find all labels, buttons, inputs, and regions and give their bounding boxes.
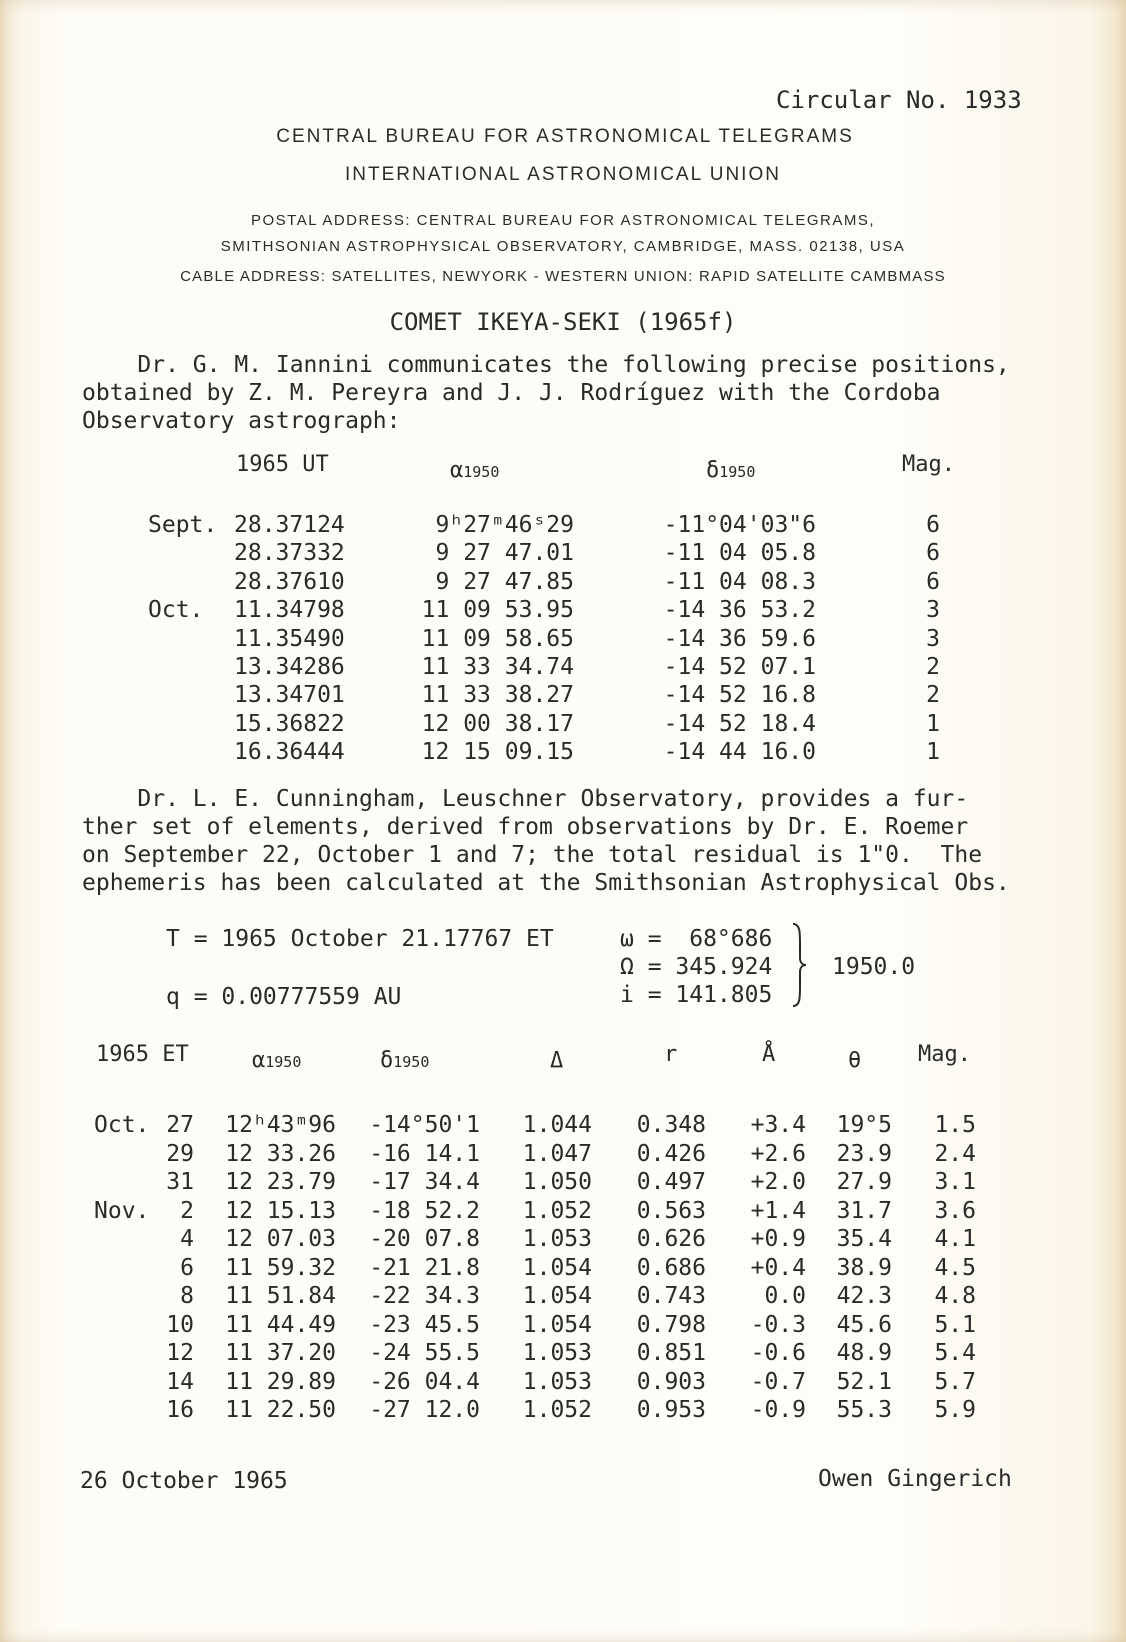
cell-delta-mag: +1.4 xyxy=(750,1197,806,1224)
cell-delta: 1.053 xyxy=(522,1226,592,1252)
cell-ra: 12ʰ43ᵐ96 xyxy=(225,1112,336,1138)
cell-mag: 3 xyxy=(926,597,940,624)
cell-delta: 1.047 xyxy=(522,1140,592,1167)
cell-dec: -14 44 16.0 xyxy=(663,739,816,766)
cell-theta: 19°5 xyxy=(836,1112,892,1138)
cell-r: 0.743 xyxy=(636,1283,706,1309)
header-theta: θ xyxy=(848,1048,862,1073)
cell-r: 0.851 xyxy=(636,1340,706,1366)
table-row xyxy=(0,512,1126,540)
table-row xyxy=(0,626,1126,654)
cable-address: CABLE ADDRESS: SATELLITES, NEWYORK - WESTERN UNION: RAPID SATELLITE CAMBMASS xyxy=(180,268,946,285)
cell-day: 12 xyxy=(166,1340,194,1366)
cell-delta: 1.053 xyxy=(522,1368,592,1395)
cell-mag: 3.6 xyxy=(934,1197,976,1224)
cell-date: 28.37124 xyxy=(234,512,345,538)
table-row xyxy=(0,739,1126,767)
footer-signature: Owen Gingerich xyxy=(818,1466,1012,1492)
cell-dec: -14 52 16.8 xyxy=(663,682,816,709)
cell-delta-mag: 0.0 xyxy=(764,1283,806,1309)
cell-delta-mag: -0.6 xyxy=(750,1340,806,1366)
table-row xyxy=(0,1312,1126,1340)
cell-mag: 5.4 xyxy=(934,1340,976,1366)
cell-dec: -24 55.5 xyxy=(369,1340,480,1366)
cell-theta: 45.6 xyxy=(836,1311,892,1338)
cell-theta: 38.9 xyxy=(836,1254,892,1281)
cell-dec: -27 12.0 xyxy=(369,1397,480,1423)
cell-ra: 11 09 58.65 xyxy=(421,625,574,652)
cell-ra: 11 51.84 xyxy=(225,1283,336,1309)
cell-mag: 1 xyxy=(926,739,940,766)
table-row xyxy=(0,1369,1126,1397)
header-mag: Mag. xyxy=(902,452,955,477)
table-row xyxy=(0,597,1126,625)
cell-date: 15.36822 xyxy=(234,710,345,737)
cell-mag: 4.5 xyxy=(934,1254,976,1281)
cell-ra: 9 27 47.85 xyxy=(435,568,574,595)
cell-mag: 2.4 xyxy=(934,1140,976,1167)
cell-date: 13.34701 xyxy=(234,682,345,709)
cell-mag: 6 xyxy=(926,512,940,538)
table-row xyxy=(0,1112,1126,1140)
cell-day: 27 xyxy=(166,1112,194,1138)
cell-ra: 12 07.03 xyxy=(225,1226,336,1252)
cell-delta: 1.052 xyxy=(522,1397,592,1423)
cell-theta: 48.9 xyxy=(836,1340,892,1366)
cell-ra: 11 59.32 xyxy=(225,1254,336,1281)
cell-mag: 6 xyxy=(926,568,940,595)
footer-date: 26 October 1965 xyxy=(80,1468,288,1494)
element-equinox: 1950.0 xyxy=(832,954,916,980)
cell-month: Oct. xyxy=(94,1112,150,1138)
cell-r: 0.426 xyxy=(636,1140,706,1167)
cell-ra: 12 23.79 xyxy=(225,1169,336,1195)
cell-day: 31 xyxy=(166,1169,194,1195)
cell-delta: 1.052 xyxy=(522,1197,592,1224)
cell-r: 0.953 xyxy=(636,1397,706,1423)
cell-dec: -22 34.3 xyxy=(369,1283,480,1309)
table-row xyxy=(0,1226,1126,1254)
header-ra: α1950 xyxy=(252,1048,302,1073)
table-row xyxy=(0,1198,1126,1226)
cell-delta: 1.050 xyxy=(522,1169,592,1195)
cell-dec: -20 07.8 xyxy=(369,1226,480,1252)
cell-delta: 1.054 xyxy=(522,1283,592,1309)
cell-day: 10 xyxy=(166,1311,194,1338)
table-row xyxy=(0,654,1126,682)
cell-mag: 4.1 xyxy=(934,1226,976,1252)
element-T: T = 1965 October 21.17767 ET xyxy=(166,926,554,952)
header-mag: Mag. xyxy=(918,1042,971,1067)
cell-dec: -14 52 07.1 xyxy=(663,654,816,680)
cell-r: 0.497 xyxy=(636,1169,706,1195)
para2-line: on September 22, October 1 and 7; the total residual is 1"0. The xyxy=(82,842,983,868)
cell-ra: 11 44.49 xyxy=(225,1311,336,1338)
cell-delta-mag: +2.0 xyxy=(750,1169,806,1195)
cell-mag: 5.9 xyxy=(934,1397,976,1423)
cell-ra: 12 00 38.17 xyxy=(421,710,574,737)
para2-line: ther set of elements, derived from observations by Dr. E. Roemer xyxy=(82,814,969,840)
cell-delta: 1.054 xyxy=(522,1254,592,1281)
cell-dec: -14 36 59.6 xyxy=(663,625,816,652)
cell-delta-mag: +0.4 xyxy=(750,1254,806,1281)
cell-theta: 55.3 xyxy=(836,1397,892,1423)
cell-date: 11.34798 xyxy=(234,597,345,624)
cell-date: 28.37332 xyxy=(234,540,345,567)
element-node: Ω = 345.924 xyxy=(620,954,773,980)
cell-ra: 12 33.26 xyxy=(225,1140,336,1167)
header-delta: Δ xyxy=(550,1048,564,1073)
comet-title: COMET IKEYA-SEKI (1965f) xyxy=(389,308,737,336)
cell-ra: 9ʰ27ᵐ46ˢ29 xyxy=(435,512,574,538)
circular-number: Circular No. 1933 xyxy=(776,86,1022,114)
table-row xyxy=(0,540,1126,568)
cell-mag: 3.1 xyxy=(934,1169,976,1195)
cell-mag: 4.8 xyxy=(934,1283,976,1309)
cell-month: Sept. xyxy=(148,512,218,538)
header-dec: δ1950 xyxy=(380,1048,430,1073)
table-row xyxy=(0,1141,1126,1169)
table-row xyxy=(0,711,1126,739)
cell-delta-mag: -0.7 xyxy=(750,1368,806,1395)
cell-theta: 31.7 xyxy=(836,1197,892,1224)
element-inclination: i = 141.805 xyxy=(620,982,773,1008)
postal-address-line1: POSTAL ADDRESS: CENTRAL BUREAU FOR ASTRONOMICAL TELEGRAMS, xyxy=(250,212,876,229)
para1-line: obtained by Z. M. Pereyra and J. J. Rodríguez with the Cordoba xyxy=(82,380,941,406)
cell-delta-mag: +3.4 xyxy=(750,1112,806,1138)
cell-ra: 11 09 53.95 xyxy=(421,597,574,624)
cell-ra: 12 15 09.15 xyxy=(421,739,574,766)
cell-r: 0.798 xyxy=(636,1311,706,1338)
cell-dec: -14 36 53.2 xyxy=(663,597,816,624)
cell-r: 0.626 xyxy=(636,1226,706,1252)
cell-date: 16.36444 xyxy=(234,739,345,766)
element-q: q = 0.00777559 AU xyxy=(166,984,402,1010)
cell-mag: 1.5 xyxy=(934,1112,976,1138)
ephemeris-header xyxy=(0,1042,1126,1073)
cell-dec: -18 52.2 xyxy=(369,1197,480,1224)
cell-r: 0.686 xyxy=(636,1254,706,1281)
table-row xyxy=(0,1169,1126,1197)
cell-dec: -21 21.8 xyxy=(369,1254,480,1281)
para1-line: Dr. G. M. Iannini communicates the following precise positions, xyxy=(82,352,1010,378)
postal-address-line2: SMITHSONIAN ASTROPHYSICAL OBSERVATORY, CAMBRIDGE, MASS. 02138, USA xyxy=(220,238,906,255)
cell-delta-mag: +0.9 xyxy=(750,1226,806,1252)
para2-line: ephemeris has been calculated at the Smithsonian Astrophysical Obs. xyxy=(82,870,1010,896)
cell-dec: -14 52 18.4 xyxy=(663,710,816,737)
cell-delta: 1.044 xyxy=(522,1112,592,1138)
cell-dec: -26 04.4 xyxy=(369,1368,480,1395)
union-name: INTERNATIONAL ASTRONOMICAL UNION xyxy=(345,164,781,185)
cell-ra: 11 33 34.74 xyxy=(421,654,574,680)
cell-mag: 3 xyxy=(926,625,940,652)
header-dec: δ1950 xyxy=(706,458,756,483)
cell-day: 8 xyxy=(180,1283,194,1309)
para1-line: Observatory astrograph: xyxy=(82,408,401,434)
cell-dec: -11°04'03"6 xyxy=(663,512,816,538)
cell-mag: 2 xyxy=(926,654,940,680)
cell-delta-mag: +2.6 xyxy=(750,1140,806,1167)
cell-dec: -16 14.1 xyxy=(369,1140,480,1167)
cell-ra: 11 37.20 xyxy=(225,1340,336,1366)
cell-dec: -23 45.5 xyxy=(369,1311,480,1338)
cell-dec: -11 04 05.8 xyxy=(663,540,816,567)
table-row xyxy=(0,1283,1126,1311)
table-row xyxy=(0,1340,1126,1368)
cell-mag: 6 xyxy=(926,540,940,567)
cell-theta: 52.1 xyxy=(836,1368,892,1395)
cell-date: 11.35490 xyxy=(234,625,345,652)
cell-day: 29 xyxy=(166,1140,194,1167)
cell-delta: 1.054 xyxy=(522,1311,592,1338)
header-ra: α1950 xyxy=(450,458,500,483)
cell-ra: 11 29.89 xyxy=(225,1368,336,1395)
cell-r: 0.563 xyxy=(636,1197,706,1224)
cell-month: Nov. xyxy=(94,1197,150,1224)
cell-date: 28.37610 xyxy=(234,568,345,595)
cell-theta: 23.9 xyxy=(836,1140,892,1167)
table-row xyxy=(0,682,1126,710)
header-delta-mag: Å xyxy=(762,1042,776,1067)
cell-month: Oct. xyxy=(148,597,204,624)
cell-mag: 1 xyxy=(926,710,940,737)
cell-day: 16 xyxy=(166,1397,194,1423)
cell-day: 2 xyxy=(180,1197,194,1224)
header-date: 1965 ET xyxy=(96,1042,189,1067)
cell-theta: 27.9 xyxy=(836,1169,892,1195)
cell-theta: 42.3 xyxy=(836,1283,892,1309)
cell-ra: 11 33 38.27 xyxy=(421,682,574,709)
cell-mag: 5.7 xyxy=(934,1368,976,1395)
cell-ra: 12 15.13 xyxy=(225,1197,336,1224)
element-omega: ω = 68°686 xyxy=(620,926,773,952)
header-r: r xyxy=(664,1042,678,1067)
brace-icon xyxy=(790,922,808,1008)
cell-mag: 5.1 xyxy=(934,1311,976,1338)
cell-delta-mag: -0.9 xyxy=(750,1397,806,1423)
cell-date: 13.34286 xyxy=(234,654,345,680)
table-row xyxy=(0,1397,1126,1425)
cell-day: 14 xyxy=(166,1368,194,1395)
cell-ra: 11 22.50 xyxy=(225,1397,336,1423)
cell-r: 0.903 xyxy=(636,1368,706,1395)
bureau-name: CENTRAL BUREAU FOR ASTRONOMICAL TELEGRAMS xyxy=(276,126,854,147)
cell-dec: -14°50'1 xyxy=(369,1112,480,1138)
table-row xyxy=(0,1255,1126,1283)
para2-line: Dr. L. E. Cunningham, Leuschner Observatory, provides a fur- xyxy=(82,786,969,812)
cell-day: 6 xyxy=(180,1254,194,1281)
positions-header xyxy=(0,452,1126,483)
cell-dec: -11 04 08.3 xyxy=(663,568,816,595)
cell-day: 4 xyxy=(180,1226,194,1252)
header-date: 1965 UT xyxy=(236,452,329,477)
cell-r: 0.348 xyxy=(636,1112,706,1138)
cell-dec: -17 34.4 xyxy=(369,1169,480,1195)
cell-mag: 2 xyxy=(926,682,940,709)
table-row xyxy=(0,569,1126,597)
cell-delta-mag: -0.3 xyxy=(750,1311,806,1338)
cell-ra: 9 27 47.01 xyxy=(435,540,574,567)
cell-theta: 35.4 xyxy=(836,1226,892,1252)
cell-delta: 1.053 xyxy=(522,1340,592,1366)
